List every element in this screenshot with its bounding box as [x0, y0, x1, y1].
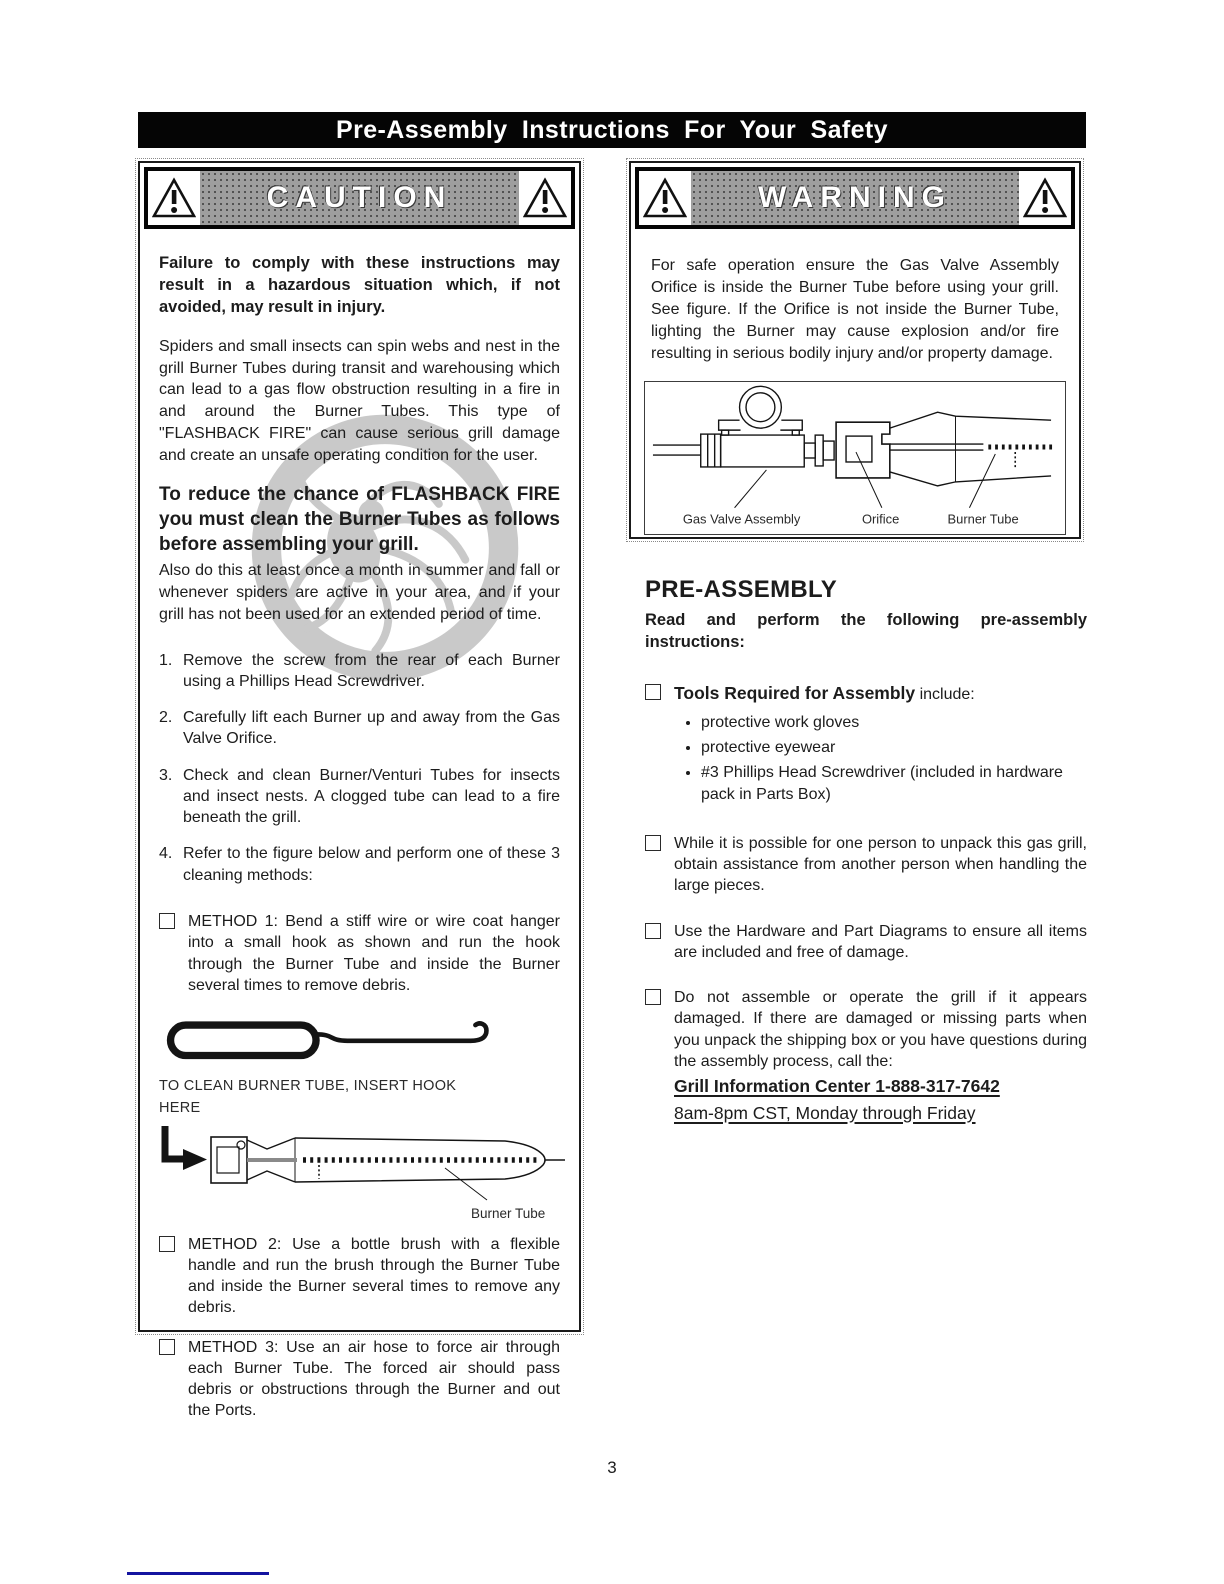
tools-required-label: Tools Required for Assembly	[674, 682, 916, 703]
tool-item: • #3 Phillips Head Screwdriver (included in hardware pack in Parts Box)	[701, 762, 1087, 805]
page-title: Pre-Assembly Instructions For Your Safety	[336, 116, 888, 144]
method-2-item	[159, 1234, 560, 1319]
checkbox-icon	[645, 989, 661, 1005]
pre-assembly-subtitle: Read and perform the following pre-assembly instructions:	[645, 611, 1087, 651]
step-item-2	[159, 707, 560, 750]
pre-assembly-section	[645, 576, 1087, 1149]
burner-tube-figure	[153, 1126, 565, 1226]
wire-hook-figure	[165, 1012, 515, 1064]
step-number: 2.	[159, 709, 173, 727]
step-text: Carefully lift each Burner up and away from the Gas Valve Orifice.	[183, 709, 560, 748]
checklist-hardware-text: Use the Hardware and Part Diagrams to ensure all items are included and free of damage.	[674, 922, 1087, 961]
warning-body: For safe operation ensure the Gas Valve Assembly Orifice is inside the Burner Tube before using your grill. See figure. If the Orifice is not inside the Burner Tube, lighting the Burner may cause explosion and/or fire resulting in serious bodily injury and/or property damage.	[651, 257, 1059, 363]
checklist-unpack-text: While it is possible for one person to unpack this gas grill, obtain assistance from another person when handling the large pieces.	[674, 834, 1087, 895]
checklist-item-hardware	[645, 921, 1087, 964]
page-number: 3	[607, 1458, 617, 1477]
grill-information-center-phone: Grill Information Center 1-888-317-7642	[674, 1076, 1000, 1097]
warning-triangle-icon	[519, 171, 571, 225]
warning-header	[635, 167, 1075, 229]
checkbox-icon	[159, 1339, 175, 1355]
caution-intro: Failure to comply with these instructions may result in a hazardous situation which, if not avoided, may result in injury.	[159, 254, 560, 316]
gas-valve-figure	[644, 381, 1066, 535]
checkbox-icon	[159, 913, 175, 929]
caution-body	[140, 233, 579, 1422]
checkbox-icon	[645, 923, 661, 939]
spiders-paragraph: Spiders and small insects can spin webs and nest in the grill Burner Tubes during transit and warehousing which can lead to a gas flow obstruction resulting in a fire in and around the Burner Tubes. This type of "FLASHBACK FIRE" can cause serious grill damage and create an unsafe operating condition for the user.	[159, 337, 560, 464]
warning-triangle-icon	[148, 171, 200, 225]
checklist-item-tools	[645, 682, 1087, 809]
step-number: 4.	[159, 845, 173, 863]
hook-insert-caption: TO CLEAN BURNER TUBE, INSERT HOOK HERE	[159, 1078, 457, 1116]
tool-item: • protective work gloves	[701, 712, 1087, 733]
tools-include-suffix: include:	[915, 685, 975, 703]
checklist-damage-text: Do not assemble or operate the grill if it appears damaged. If there are damaged or missing parts when you unpack the shipping box or you have questions during the assembly process, call the:	[674, 989, 1087, 1070]
caution-header-band	[200, 171, 519, 225]
step-item-1	[159, 650, 560, 693]
method-3-item	[159, 1337, 560, 1422]
tools-list	[701, 712, 1087, 805]
pre-assembly-title: PRE-ASSEMBLY	[645, 576, 838, 603]
warning-triangle-icon	[1019, 171, 1071, 225]
step-text: Remove the screw from the rear of each Burner using a Phillips Head Screwdriver.	[183, 651, 560, 690]
monthly-cleaning-note: Also do this at least once a month in summer and fall or whenever spiders are active in your area, and if your grill has not been used for an extended period of time.	[159, 562, 560, 623]
step-text: Check and clean Burner/Venturi Tubes for insects and insect nests. A clogged tube can lead to a fire beneath the grill.	[183, 766, 560, 827]
warning-title: WARNING	[758, 181, 952, 214]
checkbox-icon	[645, 684, 661, 700]
footer-link-line	[127, 1572, 269, 1575]
page-title-banner	[138, 112, 1086, 148]
checkbox-icon	[159, 1236, 175, 1252]
step-item-4	[159, 843, 560, 886]
caution-title: CAUTION	[266, 181, 453, 214]
method-1-item	[159, 911, 560, 996]
gas-valve-assembly-label: Gas Valve Assembly	[682, 512, 801, 528]
checkbox-icon	[645, 835, 661, 851]
warning-triangle-icon	[639, 171, 691, 225]
orifice-label: Orifice	[861, 512, 900, 528]
caution-header	[144, 167, 575, 229]
flashback-heading: To reduce the chance of FLASHBACK FIRE you must clean the Burner Tubes as follows before assembling your grill.	[159, 484, 560, 555]
method-2-text: METHOD 2: Use a bottle brush with a flexible handle and run the brush through the Burner Tube and inside the Burner several times to remove any debris.	[188, 1235, 560, 1317]
burner-tube-label: Burner Tube	[947, 512, 1019, 528]
step-item-3	[159, 765, 560, 829]
checklist-item-damage	[645, 987, 1087, 1125]
step-number: 1.	[159, 651, 173, 669]
method-3-text: METHOD 3: Use an air hose to force air through each Burner Tube. The forced air should pass debris or obstructions through the Burner and out the Ports.	[188, 1338, 560, 1420]
checklist-item-unpack	[645, 833, 1087, 897]
burner-tube-label: Burner Tube	[471, 1205, 546, 1221]
caution-box	[138, 161, 581, 1420]
method-1-text: METHOD 1: Bend a stiff wire or wire coat hanger into a small hook as shown and run the hook through the Burner Tube and inside the Burner several times to remove debris.	[188, 913, 560, 994]
tool-item: • protective eyewear	[701, 737, 1087, 758]
step-number: 3.	[159, 766, 173, 784]
hotline-hours: 8am-8pm CST, Monday through Friday	[674, 1102, 976, 1123]
step-text: Refer to the figure below and perform one of these 3 cleaning methods:	[183, 845, 560, 884]
warning-box	[629, 161, 1081, 539]
warning-header-band	[691, 171, 1019, 225]
